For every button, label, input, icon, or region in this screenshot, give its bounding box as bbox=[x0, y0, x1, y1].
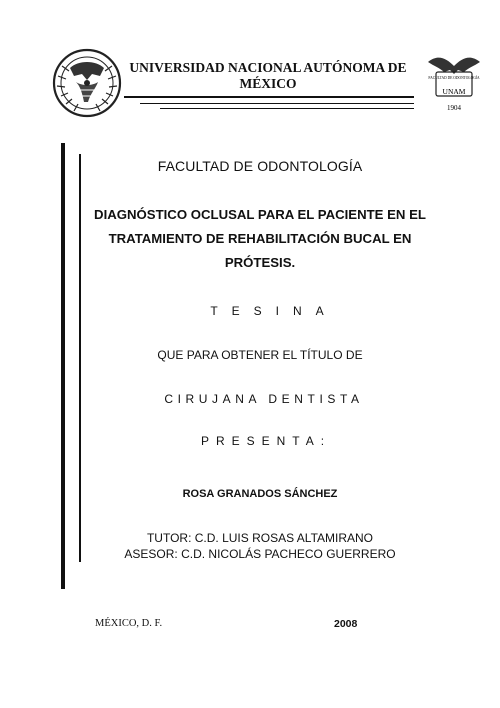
header-rule bbox=[140, 103, 414, 104]
presents-text: PRESENTA: bbox=[200, 434, 332, 448]
seal-small-text: FACULTAD DE ODONTOLOGÍA bbox=[428, 76, 480, 80]
thesis-title: DIAGNÓSTICO OCLUSAL PARA EL PACIENTE EN EL TRATAMIENTO DE REHABILITACIÓN BUCAL EN PRÓTESIS. bbox=[94, 207, 426, 270]
year-text: 2008 bbox=[334, 618, 358, 630]
header-rule bbox=[160, 108, 414, 109]
document-type: TESINA bbox=[210, 304, 338, 318]
tutor-line: TUTOR: C.D. LUIS ROSAS ALTAMIRANO bbox=[146, 531, 374, 545]
unam-seal-icon bbox=[52, 46, 122, 120]
purpose-text: QUE PARA OBTENER EL TÍTULO DE bbox=[157, 348, 363, 362]
faculty-eagle-seal-icon bbox=[424, 52, 484, 120]
author-name: ROSA GRANADOS SÁNCHEZ bbox=[182, 488, 338, 500]
place-text: MÉXICO, D. F. bbox=[95, 618, 163, 629]
left-vertical-rule bbox=[61, 143, 65, 589]
degree-name: CIRUJANA DENTISTA bbox=[164, 392, 364, 406]
left-vertical-rule-thin bbox=[79, 154, 81, 562]
university-name-line1: UNIVERSIDAD NACIONAL AUTÓNOMA DE bbox=[129, 60, 407, 75]
header-rule bbox=[124, 96, 414, 98]
faculty-name: FACULTAD DE ODONTOLOGÍA bbox=[157, 158, 363, 174]
university-name-line2: MÉXICO bbox=[239, 76, 297, 91]
asesor-line: ASESOR: C.D. NICOLÁS PACHECO GUERRERO bbox=[124, 547, 396, 561]
seal-year-text: 1904 bbox=[447, 104, 461, 112]
seal-unam-text: UNAM bbox=[442, 87, 466, 96]
